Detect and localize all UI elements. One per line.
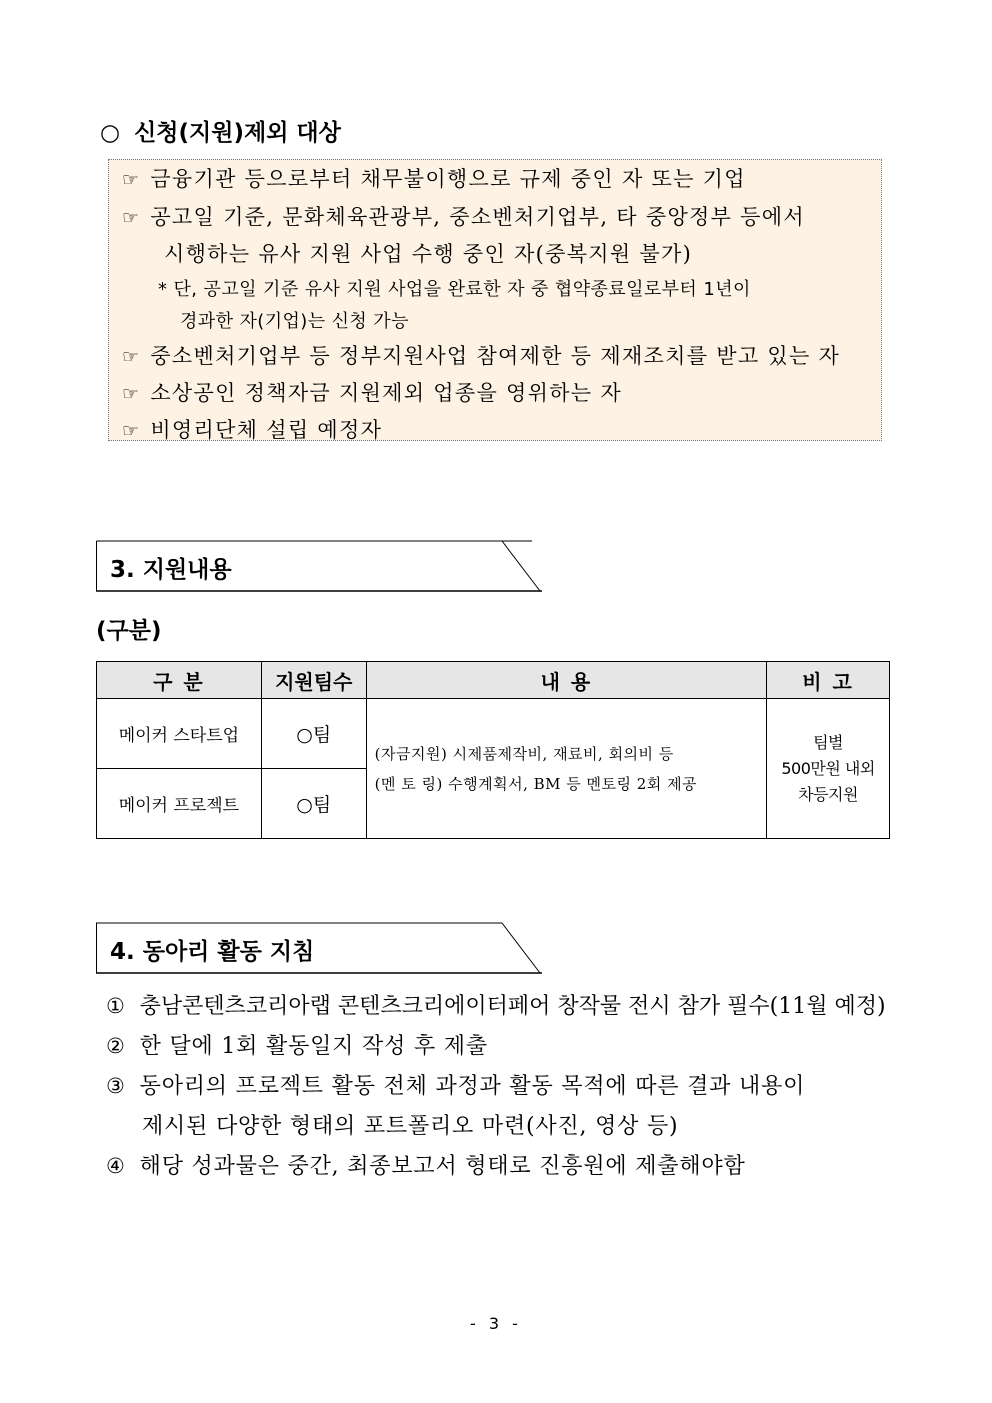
pointing-hand-icon: ☞ [122, 383, 141, 405]
row-teams: ○팀 [261, 769, 366, 839]
exclusion-item-5: ☞ 비영리단체 설립 예정자 [122, 418, 383, 442]
exclusion-item-2-continued: 시행하는 유사 지원 사업 수행 중인 자(중복지원 불가) [164, 242, 693, 266]
content-line-funding: (자금지원) 시제품제작비, 재료비, 회의비 등 [374, 744, 674, 763]
exclusion-heading [100, 114, 341, 147]
row-note: 팀별 500만원 내외 차등지원 [767, 699, 890, 839]
exclusion-item-4: ☞ 소상공인 정책자금 지원제외 업종을 영위하는 자 [122, 381, 622, 405]
pointing-hand-icon: ☞ [122, 420, 141, 442]
page-number: - 3 - [470, 1314, 522, 1333]
row-teams: ○팀 [261, 699, 366, 769]
section-3-title: 3. 지원내용 [110, 557, 232, 583]
exclusion-note-line-1: * 단, 공고일 기준 유사 지원 사업을 완료한 자 중 협약종료일로부터 1년이 [158, 279, 751, 300]
section-3-header [96, 540, 542, 592]
exclusion-note-line-2: 경과한 자(기업)는 신청 가능 [180, 311, 409, 332]
support-table [96, 661, 890, 839]
pointing-hand-icon: ☞ [122, 346, 141, 368]
row-category: 메이커 스타트업 [97, 699, 262, 769]
row-category: 메이커 프로젝트 [97, 769, 262, 839]
section-3-subtitle: (구분) [96, 618, 162, 644]
header-teams: 지원팀수 [261, 662, 366, 699]
guideline-item-1: ① 충남콘텐츠코리아랩 콘텐츠크리에이터페어 창작물 전시 참가 필수(11월 예정) [106, 994, 886, 1019]
exclusion-heading-text: 신청(지원)제외 대상 [134, 120, 341, 146]
row-content [366, 699, 766, 839]
section-4-header [96, 922, 542, 974]
circle-bullet-icon: ○ [100, 120, 121, 146]
pointing-hand-icon: ☞ [122, 169, 141, 191]
header-content: 내 용 [366, 662, 766, 699]
exclusion-item-2: ☞ 공고일 기준, 문화체육관광부, 중소벤처기업부, 타 중앙정부 등에서 [122, 205, 805, 229]
header-category: 구 분 [97, 662, 262, 699]
section-4-title: 4. 동아리 활동 지침 [110, 939, 315, 965]
table-header-row [97, 662, 890, 699]
guideline-item-2: ② 한 달에 1회 활동일지 작성 후 제출 [106, 1034, 488, 1059]
pointing-hand-icon: ☞ [122, 207, 141, 229]
table-row [97, 699, 890, 769]
guideline-item-4: ④ 해당 성과물은 중간, 최종보고서 형태로 진흥원에 제출해야함 [106, 1154, 746, 1179]
guideline-item-3: ③ 동아리의 프로젝트 활동 전체 과정과 활동 목적에 따른 결과 내용이 [106, 1074, 806, 1099]
exclusion-item-3: ☞ 중소벤처기업부 등 정부지원사업 참여제한 등 제재조치를 받고 있는 자 [122, 344, 841, 368]
content-line-mentoring: (멘 토 링) 수행계획서, BM 등 멘토링 2회 제공 [374, 774, 698, 793]
header-note: 비 고 [767, 662, 890, 699]
guideline-item-3-continued: 제시된 다양한 형태의 포트폴리오 마련(사진, 영상 등) [142, 1114, 679, 1139]
exclusion-item-1: ☞ 금융기관 등으로부터 채무불이행으로 규제 중인 자 또는 기업 [122, 167, 746, 191]
